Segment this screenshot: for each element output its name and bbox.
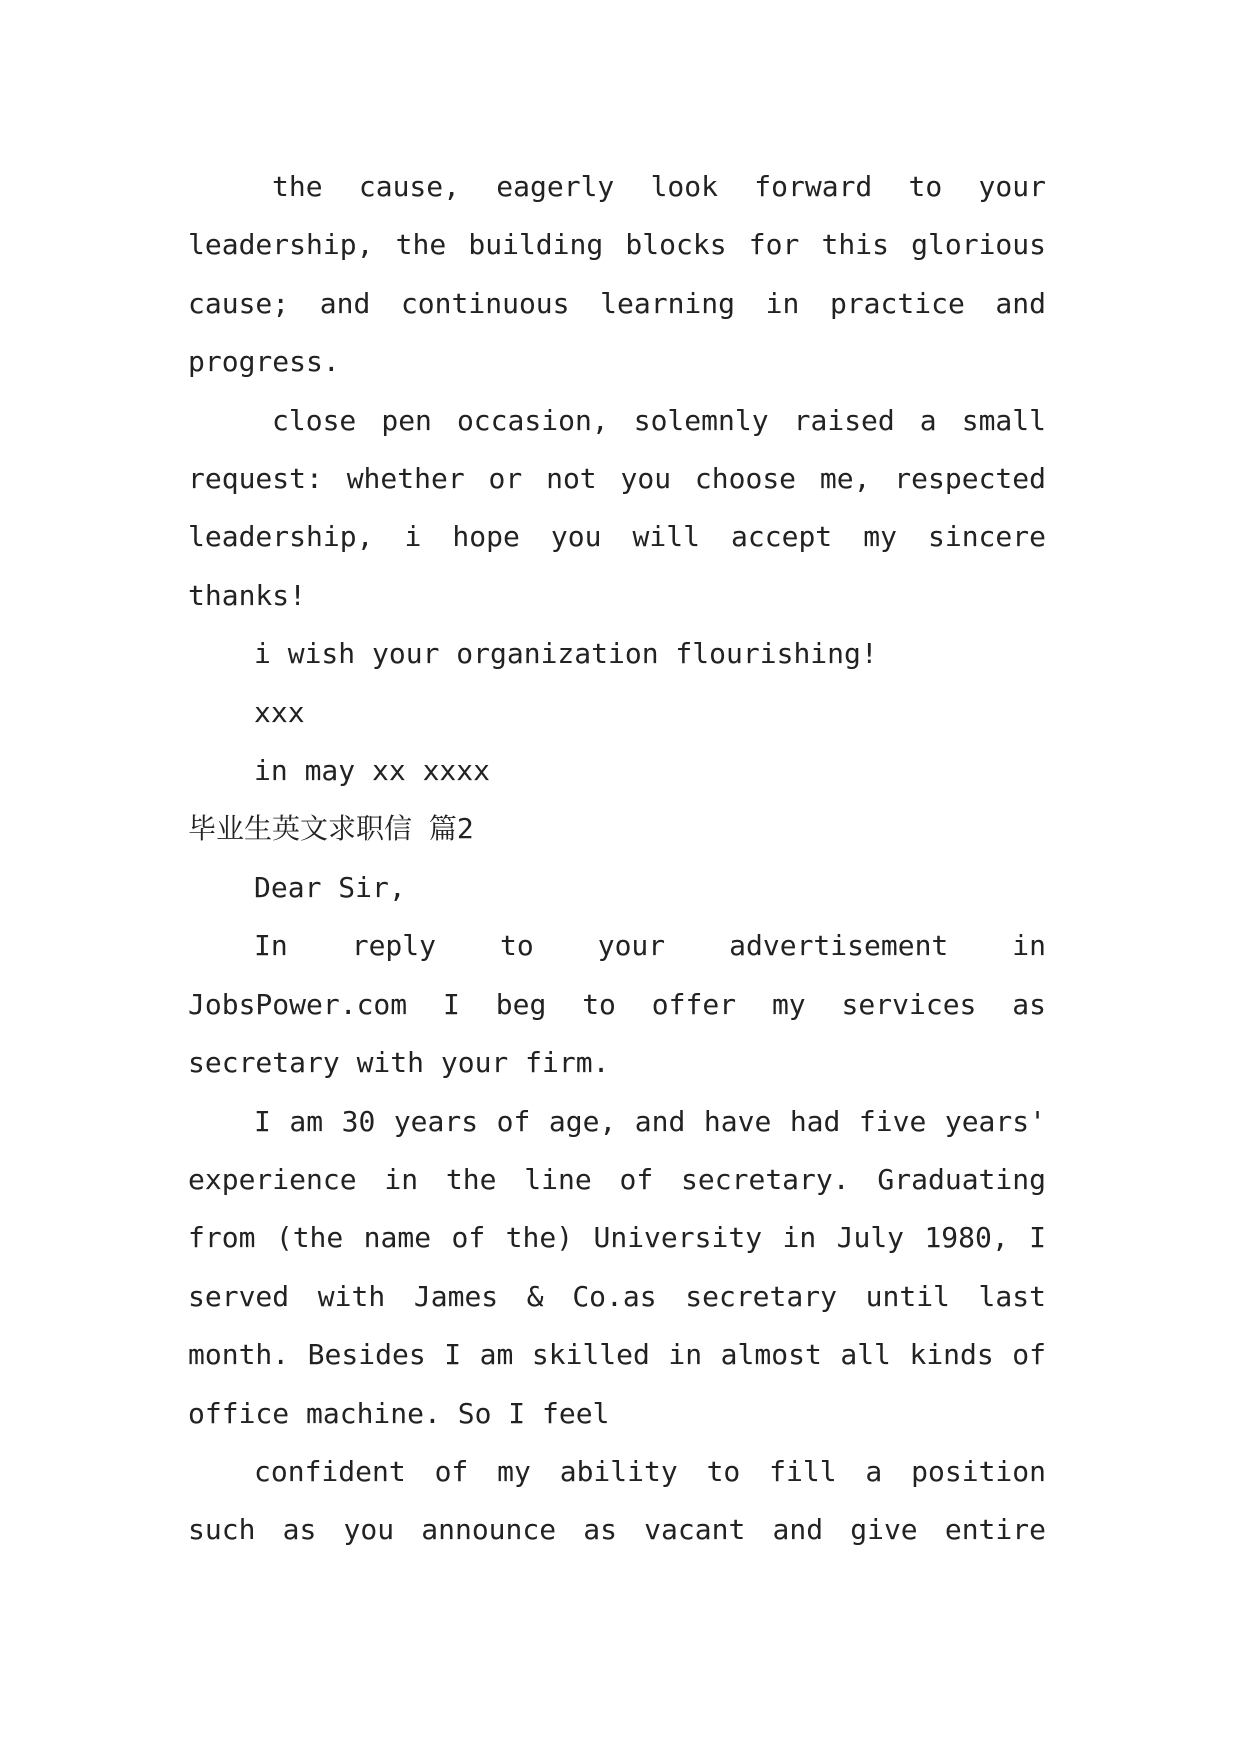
letter-date: in may xx xxxx xyxy=(254,754,491,788)
paragraph-experience: I am 30 years of age, and have had five years' experience in the line of secretary. Graduating from (the name of the) University in July 1980, I served with James & Co.as secretary until last month. Besides I am skilled in almost all kinds of office machine. So I feel xyxy=(188,1104,1046,1430)
signature: xxx xyxy=(254,695,305,729)
paragraph-cause: the cause, eagerly look forward to your leadership, the building blocks for this glorious cause; and continuous learning in practice and progress. xyxy=(188,170,1046,379)
paragraph-confident: confident of my ability to fill a position such as you announce as vacant and give entire xyxy=(188,1454,1046,1547)
greeting: Dear Sir, xyxy=(254,870,406,904)
paragraph-reply: In reply to your advertisement in JobsPower.com I beg to offer my services as secretary with your firm. xyxy=(188,929,1046,1080)
section-heading: 毕业生英文求职信 篇2 xyxy=(188,812,474,846)
closing-wish: i wish your organization flourishing! xyxy=(254,637,878,671)
paragraph-request: close pen occasion, solemnly raised a small request: whether or not you choose me, respected leadership, i hope you will accept my sincere thanks! xyxy=(188,403,1046,612)
document-body xyxy=(188,158,1046,1560)
